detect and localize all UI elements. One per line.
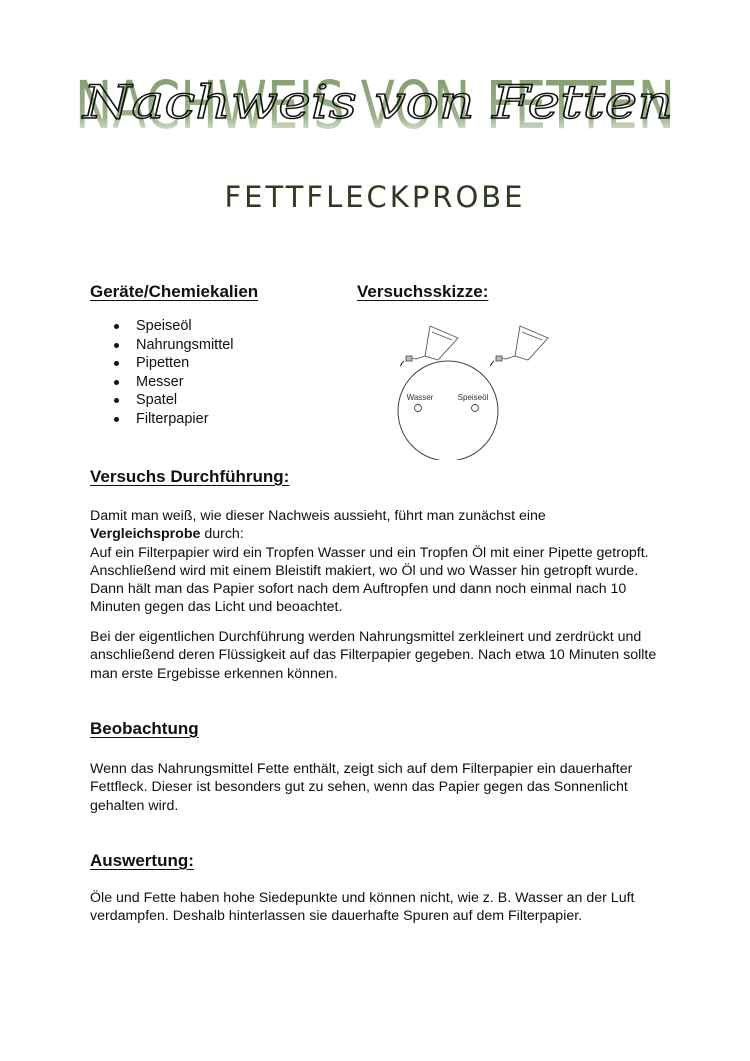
list-item: Speiseöl: [112, 317, 234, 336]
procedure-paragraph-2: Bei der eigentlichen Durchführung werden Nahrungsmittel zerkleinert und zerdrückt und anschließend deren Flüssigkeit auf das Filterpapier gegeben. Nach etwa 10 Minuten sollte man erste Ergebisse erkennen können.: [90, 629, 657, 682]
experiment-sketch: [380, 318, 570, 460]
label-oil: Speiseöl: [457, 393, 489, 402]
list-item: Messer: [112, 373, 234, 392]
evaluation-heading: Auswertung:: [90, 851, 194, 870]
procedure-heading: Versuchs Durchführung:: [90, 467, 290, 486]
list-item: Nahrungsmittel: [112, 336, 234, 355]
procedure-intro: Damit man weiß, wie dieser Nachweis aussieht, führt man zunächst eine: [90, 508, 546, 524]
title-block: [0, 40, 750, 170]
list-item: Filterpapier: [112, 410, 234, 429]
list-item: Spatel: [112, 391, 234, 410]
subtitle: FETTFLECKPROBE: [224, 180, 526, 214]
evaluation-text: Öle und Fette haben hohe Siedepunkte und können nicht, wie z. B. Wasser an der Luft verdampfen. Deshalb hinterlassen sie dauerhafte Spuren auf dem Filterpapier.: [90, 890, 635, 925]
procedure-bold-term: Vergleichsprobe: [90, 526, 201, 543]
title-caps: NACHWEIS VON FETTEN: [75, 67, 675, 144]
procedure-rest: Auf ein Filterpapier wird ein Tropfen Wasser und ein Tropfen Öl mit einer Pipette getropft. Anschließend wird mit einem Bleistift makiert, wo Öl und wo Wasser hin getropft wurde. Dann hält man das Papier sofort nach dem Auftropfen und dann noch einmal nach 10 Minuten gegen das Licht und beoachtet.: [90, 544, 649, 616]
observation-text: Wenn das Nahrungsmittel Fette enthält, zeigt sich auf dem Filterpapier ein dauerhafter Fettfleck. Dieser ist besonders gut zu sehen, wenn das Papier gegen das Sonnenlicht gehalten wird.: [90, 761, 633, 814]
label-water: Wasser: [406, 393, 434, 402]
procedure-after: durch:: [200, 526, 244, 543]
procedure-paragraph-1: [90, 507, 670, 617]
filter-paper: [398, 361, 498, 460]
title-graphic: [0, 40, 750, 170]
title-script: Nachweis von Fetten: [81, 75, 673, 129]
materials-list: [112, 317, 234, 428]
oil-drop-mark: [472, 405, 479, 412]
pipette-right-icon: [490, 326, 548, 366]
materials-heading: Geräte/Chemiekalien: [90, 282, 259, 301]
sketch-heading: Versuchsskizze:: [357, 282, 489, 301]
observation-heading: Beobachtung: [90, 719, 199, 738]
pipette-left-icon: [400, 326, 458, 366]
water-drop-mark: [415, 405, 422, 412]
list-item: Pipetten: [112, 354, 234, 373]
